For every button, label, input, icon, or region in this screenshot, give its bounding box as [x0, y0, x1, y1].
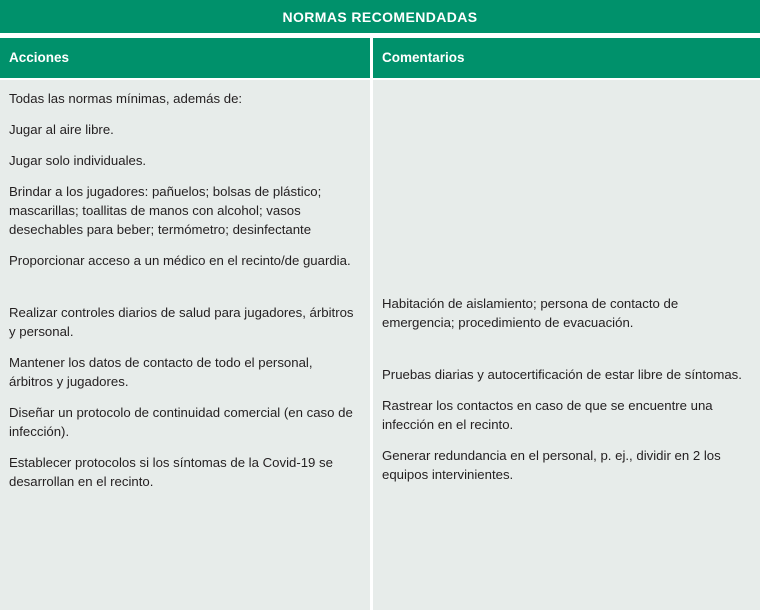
acciones-paragraph: Diseñar un protocolo de continuidad comercial (en caso de infección). — [9, 405, 353, 439]
table-header-row — [0, 38, 760, 78]
cell-comentarios — [373, 80, 760, 610]
acciones-paragraph: Proporcionar acceso a un médico en el recinto/de guardia. — [9, 253, 351, 268]
column-header-comentarios — [373, 38, 760, 78]
table-body-row — [0, 80, 760, 610]
column-header-acciones-label: Acciones — [9, 50, 70, 66]
table-title-bar — [0, 0, 760, 33]
page-title: NORMAS RECOMENDADAS — [282, 8, 478, 25]
comentarios-paragraph: Generar redundancia en el personal, p. ej., dividir en 2 los equipos intervinientes. — [382, 448, 721, 482]
column-header-comentarios-label: Comentarios — [382, 50, 465, 66]
comentarios-paragraph: Habitación de aislamiento; persona de contacto de emergencia; procedimiento de evacuación. — [382, 296, 679, 330]
acciones-paragraph: Jugar solo individuales. — [9, 153, 147, 168]
acciones-paragraph: Realizar controles diarios de salud para jugadores, árbitros y personal. — [9, 305, 354, 339]
comentarios-paragraph: Pruebas diarias y autocertificación de estar libre de síntomas. — [382, 367, 742, 382]
cell-acciones — [0, 80, 370, 610]
acciones-paragraph: Todas las normas mínimas, además de: — [9, 91, 243, 106]
column-header-acciones — [0, 38, 370, 78]
acciones-paragraph: Mantener los datos de contacto de todo el personal, árbitros y jugadores. — [9, 355, 313, 389]
comentarios-top-spacer — [382, 89, 746, 294]
acciones-paragraph: Establecer protocolos si los síntomas de la Covid-19 se desarrollan en el recinto. — [9, 455, 333, 489]
acciones-paragraph: Jugar al aire libre. — [9, 122, 114, 137]
comentarios-paragraph: Rastrear los contactos en caso de que se encuentre una infección en el recinto. — [382, 398, 713, 432]
acciones-paragraph: Brindar a los jugadores: pañuelos; bolsas de plástico; mascarillas; toallitas de manos con alcohol; vasos desechables para beber; termómetro; desinfectante — [9, 184, 322, 237]
